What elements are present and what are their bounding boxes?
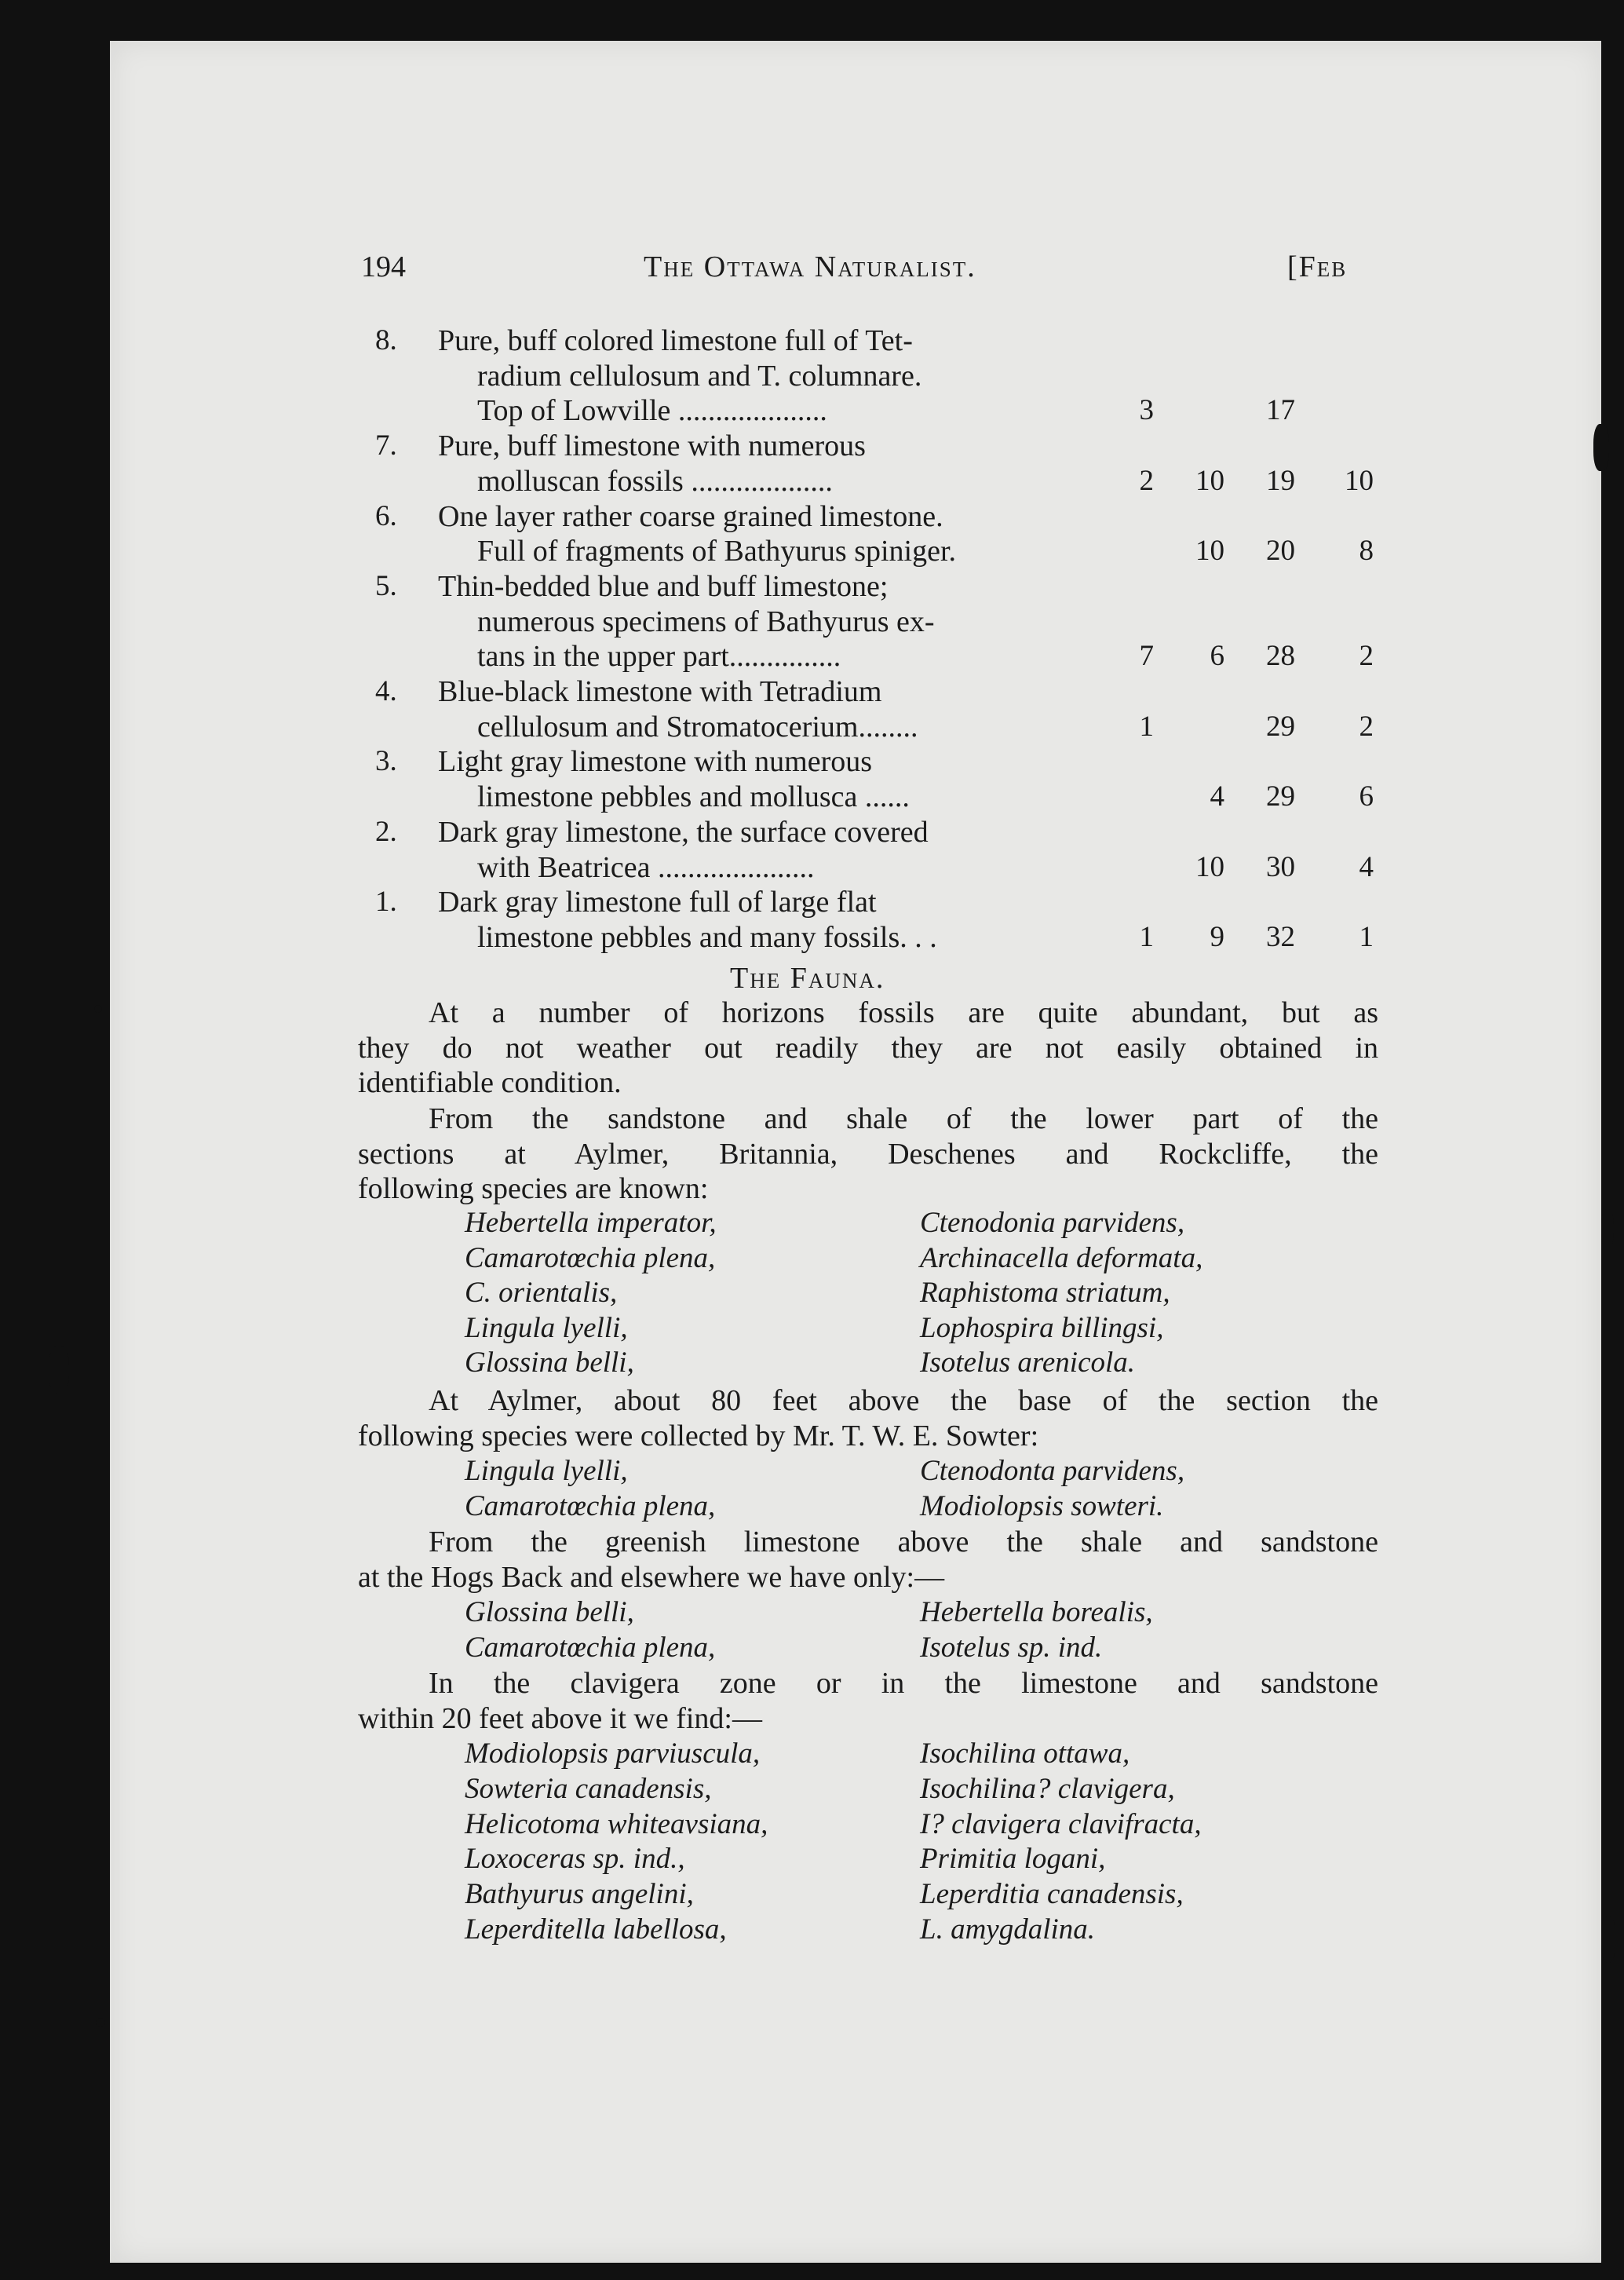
page-number: 194 [361, 250, 406, 283]
species-name: Modiolopsis sowteri. [920, 1489, 1164, 1522]
species-name: Sowteria canadensis, [465, 1772, 712, 1805]
species-name: Lophospira billingsi, [920, 1311, 1164, 1344]
running-title: The Ottawa Naturalist. [644, 250, 976, 283]
paragraph-line: From the sandstone and shale of the lower part of the [429, 1102, 1378, 1135]
row-value: 7 [1139, 640, 1154, 673]
species-name: Isochilina? clavigera, [920, 1772, 1175, 1805]
paragraph-line: at the Hogs Back and elsewhere we have only:— [358, 1560, 945, 1594]
row-value: 2 [1359, 710, 1374, 743]
row-description-line: Blue-black limestone with Tetradium [438, 675, 882, 708]
row-value: 9 [1210, 920, 1224, 953]
row-value: 28 [1266, 640, 1295, 673]
row-value: 10 [1195, 535, 1224, 568]
row-value: 6 [1210, 640, 1224, 673]
species-name: Isotelus arenicola. [920, 1346, 1136, 1379]
fauna-heading: The Fauna. [730, 962, 885, 995]
row-value: 30 [1266, 850, 1295, 883]
row-value: 1 [1359, 920, 1374, 953]
paragraph-line: following species were collected by Mr. T. W. E. Sowter: [358, 1419, 1039, 1452]
species-name: Isotelus sp. ind. [920, 1631, 1103, 1664]
scan-spot [1593, 424, 1609, 471]
species-name: Isochilina ottawa, [920, 1737, 1130, 1770]
row-value: 29 [1266, 780, 1295, 813]
row-number: 5. [375, 569, 397, 602]
scan-spot [94, 1005, 102, 1013]
row-value: 1 [1139, 710, 1154, 743]
paragraph-line: At a number of horizons fossils are quite abundant, but as [429, 996, 1378, 1029]
row-value: 8 [1359, 535, 1374, 568]
row-description-line: Pure, buff colored limestone full of Tet- [438, 324, 913, 357]
row-description-line: with Beatricea ..................... [477, 850, 815, 884]
species-name: C. orientalis, [465, 1277, 618, 1309]
species-name: Hebertella borealis, [920, 1596, 1153, 1628]
scan-spot [1601, 1916, 1615, 1963]
species-name: Leperditella labellosa, [465, 1913, 727, 1946]
species-name: Lingula lyelli, [465, 1455, 628, 1487]
row-description-line: Dark gray limestone full of large flat [438, 886, 877, 919]
row-description-line: tans in the upper part............... [477, 640, 841, 674]
paragraph-line: identifiable condition. [358, 1066, 622, 1099]
row-description-line: molluscan fossils ................... [477, 464, 833, 498]
species-name: Lingula lyelli, [465, 1311, 628, 1344]
row-description-line: Top of Lowville .................... [477, 394, 827, 428]
row-number: 4. [375, 675, 397, 707]
scan-spot [1601, 1209, 1614, 1248]
row-value: 4 [1359, 850, 1374, 883]
row-description-line: Full of fragments of Bathyurus spiniger. [477, 535, 957, 568]
row-description-line: radium cellulosum and T. columnare. [477, 359, 922, 393]
paragraph-line: sections at Aylmer, Britannia, Deschenes and Rockcliffe, the [358, 1137, 1378, 1171]
row-value: 10 [1345, 464, 1374, 497]
species-name: Raphistoma striatum, [920, 1277, 1170, 1309]
row-value: 3 [1139, 394, 1154, 427]
species-name: Primitia logani, [920, 1843, 1106, 1876]
row-number: 7. [375, 429, 397, 462]
row-description-line: numerous specimens of Bathyurus ex- [477, 605, 935, 638]
species-name: Camarotœchia plena, [465, 1631, 716, 1664]
scan-spot [49, 1346, 69, 1394]
row-value: 10 [1195, 850, 1224, 883]
species-name: Camarotœchia plena, [465, 1489, 716, 1522]
species-name: Ctenodonia parvidens, [920, 1207, 1185, 1239]
row-description-line: Thin-bedded blue and buff limestone; [438, 569, 889, 603]
paragraph-line: In the clavigera zone or in the limestone and sandstone [429, 1667, 1378, 1700]
species-name: Hebertella imperator, [465, 1207, 717, 1239]
row-value: 19 [1266, 464, 1295, 497]
paragraph-line: within 20 feet above it we find:— [358, 1701, 762, 1735]
row-value: 4 [1210, 780, 1224, 813]
row-value: 32 [1266, 920, 1295, 953]
species-name: Leperditia canadensis, [920, 1878, 1184, 1911]
row-number: 2. [375, 815, 397, 848]
species-name: Glossina belli, [465, 1346, 634, 1379]
row-value: 29 [1266, 710, 1295, 743]
species-name: Bathyurus angelini, [465, 1878, 694, 1911]
row-number: 1. [375, 886, 397, 919]
row-description-line: One layer rather coarse grained limestone. [438, 499, 943, 533]
paragraph-line: At Aylmer, about 80 feet above the base of the section the [429, 1384, 1378, 1417]
species-name: I? clavigera clavifracta, [920, 1807, 1202, 1840]
row-number: 6. [375, 499, 397, 532]
row-description-line: cellulosum and Stromatocerium........ [477, 710, 918, 744]
species-name: Ctenodonta parvidens, [920, 1455, 1185, 1487]
paragraph-line: From the greenish limestone above the shale and sandstone [429, 1525, 1378, 1558]
species-name: L. amygdalina. [920, 1913, 1096, 1946]
row-description-line: Dark gray limestone, the surface covered [438, 815, 929, 849]
row-number: 3. [375, 745, 397, 778]
row-value: 10 [1195, 464, 1224, 497]
row-value: 6 [1359, 780, 1374, 813]
species-name: Archinacella deformata, [920, 1241, 1203, 1274]
paragraph-line: following species are known: [358, 1172, 709, 1205]
species-name: Modiolopsis parviuscula, [465, 1737, 761, 1770]
scan-spot [96, 2018, 105, 2027]
row-description-line: Light gray limestone with numerous [438, 745, 873, 779]
row-value: 2 [1359, 640, 1374, 673]
row-description-line: limestone pebbles and mollusca ...... [477, 780, 910, 814]
row-value: 17 [1266, 394, 1295, 427]
row-value: 20 [1266, 535, 1295, 568]
row-description-line: Pure, buff limestone with numerous [438, 429, 866, 463]
running-header-right: [Feb [1287, 250, 1348, 283]
row-number: 8. [375, 324, 397, 356]
species-name: Camarotœchia plena, [465, 1241, 716, 1274]
row-value: 1 [1139, 920, 1154, 953]
species-name: Glossina belli, [465, 1596, 634, 1628]
species-name: Loxoceras sp. ind., [465, 1843, 685, 1876]
species-name: Helicotoma whiteavsiana, [465, 1807, 768, 1840]
paragraph-line: they do not weather out readily they are not easily obtained in [358, 1031, 1378, 1065]
row-description-line: limestone pebbles and many fossils. . . [477, 920, 937, 954]
row-value: 2 [1139, 464, 1154, 497]
